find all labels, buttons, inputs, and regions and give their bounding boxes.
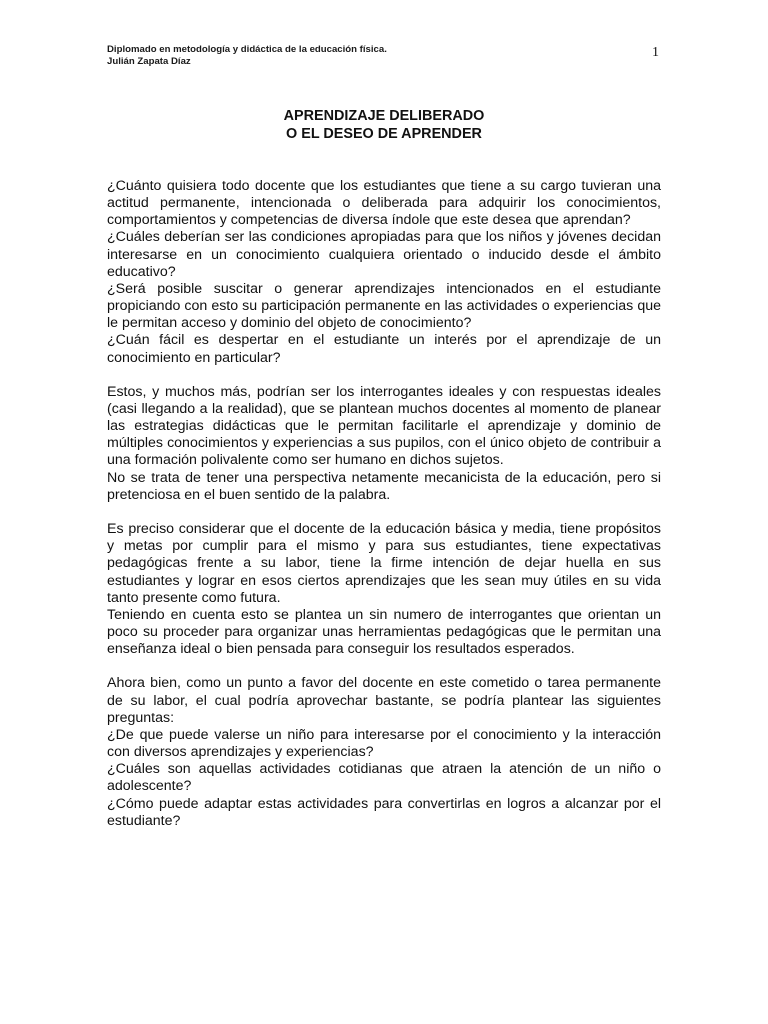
paragraph: ¿Cómo puede adaptar estas actividades para convertirlas en logros a alcanzar por el estudiante?	[107, 795, 661, 829]
paragraph-spacer	[107, 658, 661, 675]
paragraph: ¿Cuán fácil es despertar en el estudiante un interés por el aprendizaje de un conocimiento en particular?	[107, 332, 661, 366]
paragraph: No se trata de tener una perspectiva netamente mecanicista de la educación, pero si pretenciosa en el buen sentido de la palabra.	[107, 469, 661, 503]
header-course-title: Diplomado en metodología y didáctica de la educación física.	[107, 44, 387, 55]
paragraph: ¿Cuáles son aquellas actividades cotidianas que atraen la atención de un niño o adolescente?	[107, 761, 661, 795]
document-body	[107, 178, 661, 830]
paragraph-spacer	[107, 504, 661, 521]
document-title	[107, 108, 661, 143]
title-line-2: O EL DESEO DE APRENDER	[286, 125, 482, 142]
page-header	[107, 44, 627, 68]
paragraph: ¿De que puede valerse un niño para interesarse por el conocimiento y la interacción con diversos aprendizajes y experiencias?	[107, 726, 661, 761]
paragraph: Ahora bien, como un punto a favor del docente en este cometido o tarea permanente de su labor, el cual podría aprovechar bastante, se podría plantear las siguientes preguntas:	[107, 675, 661, 726]
page-number: 1	[652, 45, 659, 60]
header-author: Julián Zapata Díaz	[107, 56, 191, 67]
paragraph: ¿Cuánto quisiera todo docente que los estudiantes que tiene a su cargo tuvieran una actitud permanente, intencionada o deliberada para adquirir los conocimientos, comportamientos y competencias de diversa índole que este desea que aprendan?	[107, 178, 661, 229]
paragraph: Teniendo en cuenta esto se plantea un sin numero de interrogantes que orientan un poco su proceder para organizar unas herramientas pedagógicas que le permitan una enseñanza ideal o bien pensada para conseguir los resultados esperados.	[107, 606, 661, 658]
paragraph: Es preciso considerar que el docente de la educación básica y media, tiene propósitos y metas por cumplir para el mismo y para sus estudiantes, tiene expectativas pedagógicas frente a su labor, tiene la firme intención de dejar huella en sus estudiantes y lograr en esos ciertos aprendizajes que les sean muy útiles en su vida tanto presente como futura.	[107, 521, 661, 606]
paragraph: ¿Será posible suscitar o generar aprendizajes intencionados en el estudiante propiciando con esto su participación permanente en las actividades o experiencias que le permitan acceso y dominio del objeto de conocimiento?	[107, 280, 661, 332]
paragraph: ¿Cuáles deberían ser las condiciones apropiadas para que los niños y jóvenes decidan interesarse en un conocimiento cualquiera orientado o inducido desde el ámbito educativo?	[107, 229, 661, 280]
paragraph-spacer	[107, 367, 661, 384]
title-line-1: APRENDIZAJE DELIBERADO	[283, 108, 485, 124]
paragraph: Estos, y muchos más, podrían ser los interrogantes ideales y con respuestas ideales (casi llegando a la realidad), que se plantean muchos docentes al momento de planear las estrategias didácticas que le permitan facilitarle el aprendizaje y dominio de múltiples conocimientos y experiencias a sus pupilos, con el único objeto de contribuir a una formación polivalente como ser humano en dichos sujetos.	[107, 383, 661, 469]
